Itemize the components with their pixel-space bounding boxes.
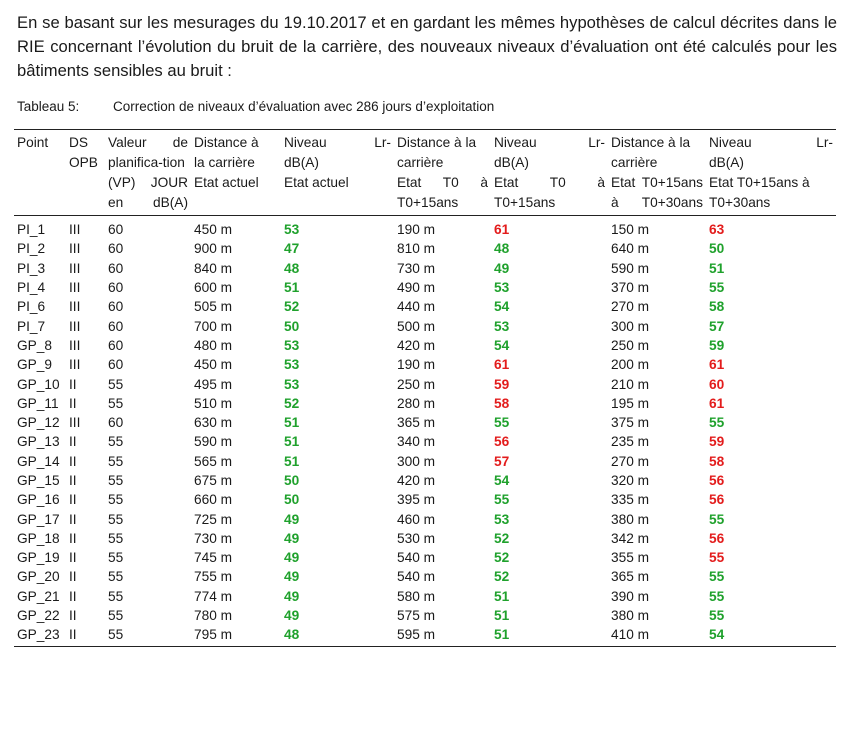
cell-distance-current: 510 m bbox=[194, 395, 233, 411]
table-row bbox=[14, 413, 836, 432]
cell-point: PI_3 bbox=[17, 260, 46, 276]
cell-distance-t15: 540 m bbox=[397, 550, 436, 566]
cell-distance-t30: 365 m bbox=[611, 569, 650, 585]
cell-level-t30: 58 bbox=[709, 453, 725, 469]
cell-planning-value: 60 bbox=[108, 299, 124, 315]
table-row bbox=[14, 490, 836, 509]
cell-distance-t30: 355 m bbox=[611, 550, 650, 566]
header-distance-t15 bbox=[394, 130, 491, 216]
cell-ds-opb: III bbox=[69, 299, 81, 315]
cell-distance-t30: 200 m bbox=[611, 357, 650, 373]
header-level-t15 bbox=[491, 130, 608, 216]
cell-level-t30: 63 bbox=[709, 222, 725, 238]
cell-level-t15: 54 bbox=[494, 473, 510, 488]
cell-point: GP_20 bbox=[17, 569, 60, 585]
cell-point: GP_15 bbox=[17, 473, 60, 488]
cell-point: GP_22 bbox=[17, 608, 60, 624]
cell-level-t15: 53 bbox=[494, 280, 510, 296]
cell-distance-t15: 190 m bbox=[397, 357, 436, 373]
cell-level-t15: 49 bbox=[494, 260, 510, 276]
cell-distance-t15: 250 m bbox=[397, 376, 436, 392]
cell-level-current: 52 bbox=[284, 299, 300, 315]
cell-planning-value: 55 bbox=[108, 434, 124, 450]
cell-distance-t15: 580 m bbox=[397, 588, 436, 604]
cell-distance-current: 780 m bbox=[194, 608, 233, 624]
cell-level-current: 48 bbox=[284, 260, 300, 276]
header-level-current-lr: Lr- bbox=[374, 135, 391, 150]
cell-level-t30: 58 bbox=[709, 299, 725, 315]
header-distance-t30-line2: carrière bbox=[611, 155, 658, 170]
cell-distance-current: 630 m bbox=[194, 415, 233, 431]
cell-ds-opb: II bbox=[69, 569, 77, 585]
table-row bbox=[14, 471, 836, 490]
cell-distance-t15: 810 m bbox=[397, 241, 436, 257]
header-level-t30 bbox=[706, 130, 836, 216]
cell-point: PI_6 bbox=[17, 299, 46, 315]
cell-level-t15: 48 bbox=[494, 241, 510, 257]
cell-planning-value: 60 bbox=[108, 260, 124, 276]
cell-point: GP_21 bbox=[17, 588, 60, 604]
cell-planning-value: 55 bbox=[105, 625, 191, 646]
cell-level-t15: 52 bbox=[494, 530, 510, 546]
cell-level-t15: 52 bbox=[494, 569, 510, 585]
header-distance-current bbox=[191, 130, 281, 216]
cell-distance-current: 495 m bbox=[194, 376, 233, 392]
cell-planning-value: 55 bbox=[108, 608, 124, 624]
table-row bbox=[14, 278, 836, 297]
cell-distance-current: 700 m bbox=[194, 318, 233, 334]
header-level-current-state: Etat actuel bbox=[284, 175, 349, 190]
cell-point: GP_12 bbox=[17, 415, 60, 431]
cell-ds-opb: III bbox=[69, 280, 81, 296]
cell-planning-value: 60 bbox=[108, 415, 124, 431]
cell-point: GP_8 bbox=[17, 337, 53, 353]
cell-distance-t15: 340 m bbox=[397, 434, 436, 450]
table-row bbox=[14, 452, 836, 471]
noise-levels-table bbox=[14, 129, 836, 647]
header-distance-t15-line1: Distance à la bbox=[397, 135, 477, 150]
cell-distance-t30: 590 m bbox=[611, 260, 650, 276]
table-row bbox=[14, 374, 836, 393]
cell-level-t15: 59 bbox=[494, 376, 510, 392]
cell-level-t15: 55 bbox=[494, 415, 510, 431]
cell-ds-opb: III bbox=[69, 357, 81, 373]
cell-point: GP_9 bbox=[17, 357, 53, 373]
cell-ds-opb: III bbox=[69, 337, 81, 353]
cell-distance-t15: 595 m bbox=[394, 625, 491, 646]
cell-distance-t15: 280 m bbox=[397, 395, 436, 411]
cell-level-t15: 56 bbox=[494, 434, 510, 450]
cell-level-current: 48 bbox=[281, 625, 394, 646]
cell-ds-opb: II bbox=[69, 473, 77, 488]
table-row bbox=[14, 259, 836, 278]
cell-distance-t30: 320 m bbox=[611, 473, 650, 488]
cell-planning-value: 55 bbox=[108, 492, 124, 508]
cell-distance-t15: 490 m bbox=[397, 280, 436, 296]
cell-distance-current: 900 m bbox=[194, 241, 233, 257]
cell-distance-t30: 150 m bbox=[611, 222, 650, 238]
header-level-t30-label: Niveau bbox=[709, 135, 752, 150]
caption-title: Correction de niveaux d’évaluation avec 286 jours d’exploitation bbox=[113, 99, 495, 114]
header-point: Point bbox=[17, 135, 49, 150]
cell-level-t15: 58 bbox=[494, 395, 510, 411]
cell-level-current: 53 bbox=[284, 222, 300, 238]
cell-point: GP_13 bbox=[17, 434, 60, 450]
cell-level-t30: 54 bbox=[706, 625, 836, 646]
cell-distance-t15: 440 m bbox=[397, 299, 436, 315]
table-row bbox=[14, 529, 836, 548]
cell-point: GP_19 bbox=[17, 550, 60, 566]
cell-distance-t15: 500 m bbox=[397, 318, 436, 334]
cell-distance-t30: 375 m bbox=[611, 415, 650, 431]
header-ds-opb: DS OPB bbox=[69, 135, 98, 170]
cell-planning-value: 55 bbox=[108, 395, 124, 411]
cell-ds-opb: III bbox=[69, 260, 81, 276]
header-level-t15-label: Niveau bbox=[494, 135, 537, 150]
cell-ds-opb: III bbox=[69, 241, 81, 257]
cell-distance-current: 660 m bbox=[194, 492, 233, 508]
cell-planning-value: 60 bbox=[108, 241, 124, 257]
cell-distance-t15: 575 m bbox=[397, 608, 436, 624]
cell-planning-value: 55 bbox=[108, 530, 124, 546]
header-level-t15-unit: dB(A) bbox=[494, 155, 529, 170]
cell-point: GP_10 bbox=[17, 376, 60, 392]
cell-distance-t15: 420 m bbox=[397, 473, 436, 488]
header-planning-value: Valeur de planifica-tion (VP) JOUR en dB(A) bbox=[108, 135, 188, 210]
header-distance-t30 bbox=[608, 130, 706, 216]
caption-number: Tableau 5: bbox=[17, 99, 80, 114]
cell-level-t30: 55 bbox=[709, 415, 725, 431]
cell-distance-t30: 380 m bbox=[611, 511, 650, 527]
cell-distance-t30: 335 m bbox=[611, 492, 650, 508]
cell-level-current: 49 bbox=[284, 569, 300, 585]
cell-distance-current: 480 m bbox=[194, 337, 233, 353]
cell-level-current: 53 bbox=[284, 357, 300, 373]
cell-ds-opb: II bbox=[69, 550, 77, 566]
cell-level-t30: 56 bbox=[709, 530, 725, 546]
cell-ds-opb: III bbox=[69, 318, 81, 334]
cell-planning-value: 55 bbox=[108, 569, 124, 585]
cell-level-current: 49 bbox=[284, 588, 300, 604]
header-level-t15-state: Etat T0 à T0+15ans bbox=[494, 175, 605, 210]
cell-point: GP_11 bbox=[17, 395, 59, 411]
header-level-t30-unit: dB(A) bbox=[709, 155, 744, 170]
cell-level-t30: 56 bbox=[709, 492, 725, 508]
cell-ds-opb: II bbox=[69, 511, 77, 527]
header-distance-current-line1: Distance à bbox=[194, 135, 259, 150]
table-row bbox=[14, 336, 836, 355]
cell-ds-opb: II bbox=[69, 395, 77, 411]
cell-distance-t15: 530 m bbox=[397, 530, 436, 546]
cell-distance-current: 840 m bbox=[194, 260, 233, 276]
cell-planning-value: 55 bbox=[108, 376, 124, 392]
cell-ds-opb: II bbox=[66, 625, 105, 646]
intro-paragraph: En se basant sur les mesurages du 19.10.2017 et en gardant les mêmes hypothèses de calcul décrites dans le RIE concernant l’évolution du bruit de la carrière, des nouveaux niveaux d’évaluation ont été calculés pour les bâtiments sensibles au bruit : bbox=[17, 13, 837, 80]
cell-level-t15: 51 bbox=[494, 608, 510, 624]
cell-point: GP_14 bbox=[17, 453, 60, 469]
cell-distance-t30: 342 m bbox=[611, 530, 650, 546]
cell-distance-current: 795 m bbox=[191, 625, 281, 646]
header-level-t30-lr: Lr- bbox=[816, 135, 833, 150]
header-level-current-unit: dB(A) bbox=[284, 155, 319, 170]
cell-level-t30: 59 bbox=[709, 434, 725, 450]
cell-level-current: 50 bbox=[284, 318, 300, 334]
cell-ds-opb: II bbox=[69, 434, 77, 450]
cell-level-t15: 52 bbox=[494, 550, 510, 566]
cell-distance-t15: 190 m bbox=[397, 222, 436, 238]
cell-distance-t30: 390 m bbox=[611, 588, 650, 604]
cell-level-t15: 61 bbox=[494, 222, 510, 238]
cell-level-t15: 61 bbox=[494, 357, 510, 373]
cell-distance-t15: 460 m bbox=[397, 511, 436, 527]
cell-distance-t15: 420 m bbox=[397, 337, 436, 353]
cell-level-t15: 54 bbox=[494, 299, 510, 315]
cell-distance-t30: 380 m bbox=[611, 608, 650, 624]
cell-distance-current: 774 m bbox=[194, 588, 233, 604]
cell-ds-opb: III bbox=[69, 415, 81, 431]
cell-level-t30: 55 bbox=[709, 550, 725, 566]
cell-distance-current: 565 m bbox=[194, 453, 233, 469]
cell-level-current: 53 bbox=[284, 337, 300, 353]
cell-ds-opb: II bbox=[69, 530, 77, 546]
cell-point: GP_16 bbox=[17, 492, 60, 508]
table-row bbox=[14, 316, 836, 335]
cell-point: GP_17 bbox=[17, 511, 60, 527]
cell-distance-current: 450 m bbox=[194, 357, 233, 373]
header-distance-t15-line2: carrière bbox=[397, 155, 444, 170]
table-row bbox=[14, 394, 836, 413]
table-row bbox=[14, 587, 836, 606]
cell-distance-t30: 640 m bbox=[611, 241, 650, 257]
cell-ds-opb: II bbox=[69, 608, 77, 624]
cell-level-t15: 55 bbox=[494, 492, 510, 508]
table-header-row bbox=[14, 130, 836, 216]
cell-point: GP_23 bbox=[14, 625, 66, 646]
cell-planning-value: 60 bbox=[108, 337, 124, 353]
cell-level-t15: 57 bbox=[494, 453, 510, 469]
cell-level-t30: 55 bbox=[709, 511, 725, 527]
table-row bbox=[14, 509, 836, 528]
cell-level-current: 51 bbox=[284, 415, 300, 431]
table-row bbox=[14, 355, 836, 374]
cell-distance-t15: 395 m bbox=[397, 492, 436, 508]
cell-distance-t30: 410 m bbox=[608, 625, 706, 646]
cell-planning-value: 60 bbox=[108, 280, 124, 296]
cell-level-t15: 54 bbox=[494, 337, 510, 353]
cell-level-t30: 51 bbox=[709, 260, 725, 276]
cell-distance-t15: 365 m bbox=[397, 415, 436, 431]
cell-level-current: 49 bbox=[284, 530, 300, 546]
cell-distance-t15: 300 m bbox=[397, 453, 436, 469]
cell-planning-value: 55 bbox=[108, 588, 124, 604]
cell-ds-opb: II bbox=[69, 453, 77, 469]
cell-level-t15: 53 bbox=[494, 511, 510, 527]
cell-distance-current: 755 m bbox=[194, 569, 233, 585]
cell-point: PI_2 bbox=[17, 241, 46, 257]
cell-distance-t30: 195 m bbox=[611, 395, 650, 411]
cell-distance-t30: 300 m bbox=[611, 318, 650, 334]
cell-point: GP_18 bbox=[17, 530, 60, 546]
header-distance-current-line3: Etat actuel bbox=[194, 175, 259, 190]
cell-level-t30: 61 bbox=[709, 357, 725, 373]
table-row bbox=[14, 567, 836, 586]
cell-distance-current: 600 m bbox=[194, 280, 233, 296]
cell-distance-t30: 270 m bbox=[611, 453, 650, 469]
cell-ds-opb: II bbox=[69, 492, 77, 508]
cell-level-t30: 55 bbox=[709, 608, 725, 624]
cell-planning-value: 60 bbox=[108, 222, 124, 238]
cell-planning-value: 60 bbox=[108, 318, 124, 334]
cell-level-t30: 56 bbox=[709, 473, 725, 488]
cell-level-current: 50 bbox=[284, 473, 300, 488]
cell-point: PI_7 bbox=[17, 318, 46, 334]
cell-distance-current: 725 m bbox=[194, 511, 233, 527]
header-distance-t30-line1: Distance à la bbox=[611, 135, 691, 150]
table-row bbox=[14, 297, 836, 316]
cell-distance-current: 745 m bbox=[194, 550, 233, 566]
table-body bbox=[14, 216, 836, 647]
cell-level-current: 53 bbox=[284, 376, 300, 392]
cell-level-current: 49 bbox=[284, 608, 300, 624]
cell-level-current: 49 bbox=[284, 511, 300, 527]
cell-distance-t30: 250 m bbox=[611, 337, 650, 353]
header-level-t15-lr: Lr- bbox=[588, 135, 605, 150]
cell-level-t30: 61 bbox=[709, 395, 725, 411]
cell-ds-opb: III bbox=[69, 222, 81, 238]
table-row bbox=[14, 239, 836, 258]
header-distance-t15-state: Etat T0 à T0+15ans bbox=[397, 175, 488, 210]
table-row bbox=[14, 548, 836, 567]
cell-level-current: 51 bbox=[284, 453, 300, 469]
cell-level-t15: 51 bbox=[494, 588, 510, 604]
cell-point: PI_4 bbox=[17, 280, 46, 296]
table-row bbox=[14, 216, 836, 240]
cell-level-t30: 50 bbox=[709, 241, 725, 257]
cell-level-t30: 60 bbox=[709, 376, 725, 392]
cell-level-t15: 53 bbox=[494, 318, 510, 334]
cell-distance-current: 505 m bbox=[194, 299, 233, 315]
cell-level-t30: 57 bbox=[709, 318, 725, 334]
table-caption bbox=[17, 99, 494, 114]
cell-distance-t15: 540 m bbox=[397, 569, 436, 585]
cell-distance-t30: 235 m bbox=[611, 434, 650, 450]
cell-point: PI_1 bbox=[17, 222, 46, 238]
header-level-current-label: Niveau bbox=[284, 135, 327, 150]
cell-distance-current: 675 m bbox=[194, 473, 233, 488]
cell-level-current: 51 bbox=[284, 280, 300, 296]
cell-distance-t30: 270 m bbox=[611, 299, 650, 315]
cell-distance-t15: 730 m bbox=[397, 260, 436, 276]
cell-level-current: 52 bbox=[284, 395, 300, 411]
cell-distance-t30: 210 m bbox=[611, 376, 650, 392]
cell-distance-current: 450 m bbox=[194, 222, 233, 238]
cell-level-current: 49 bbox=[284, 550, 300, 566]
cell-planning-value: 55 bbox=[108, 550, 124, 566]
cell-level-current: 47 bbox=[284, 241, 300, 257]
header-level-t30-state: Etat T0+15ans à T0+30ans bbox=[709, 175, 810, 210]
table-row bbox=[14, 606, 836, 625]
cell-level-current: 51 bbox=[284, 434, 300, 450]
cell-planning-value: 55 bbox=[108, 511, 124, 527]
cell-ds-opb: II bbox=[69, 588, 77, 604]
header-distance-t30-state: Etat T0+15ans à T0+30ans bbox=[611, 175, 703, 210]
cell-distance-t30: 370 m bbox=[611, 280, 650, 296]
cell-distance-current: 590 m bbox=[194, 434, 233, 450]
cell-level-t30: 59 bbox=[709, 337, 725, 353]
table-row bbox=[14, 432, 836, 451]
cell-level-current: 50 bbox=[284, 492, 300, 508]
cell-level-t30: 55 bbox=[709, 588, 725, 604]
cell-level-t30: 55 bbox=[709, 569, 725, 585]
cell-level-t30: 55 bbox=[709, 280, 725, 296]
cell-level-t15: 51 bbox=[491, 625, 608, 646]
table-row bbox=[14, 625, 836, 646]
header-level-current bbox=[281, 130, 394, 216]
cell-ds-opb: II bbox=[69, 376, 77, 392]
header-distance-current-line2: la carrière bbox=[194, 155, 255, 170]
cell-planning-value: 60 bbox=[108, 357, 124, 373]
cell-planning-value: 55 bbox=[108, 453, 124, 469]
cell-distance-current: 730 m bbox=[194, 530, 233, 546]
cell-planning-value: 55 bbox=[108, 473, 124, 488]
